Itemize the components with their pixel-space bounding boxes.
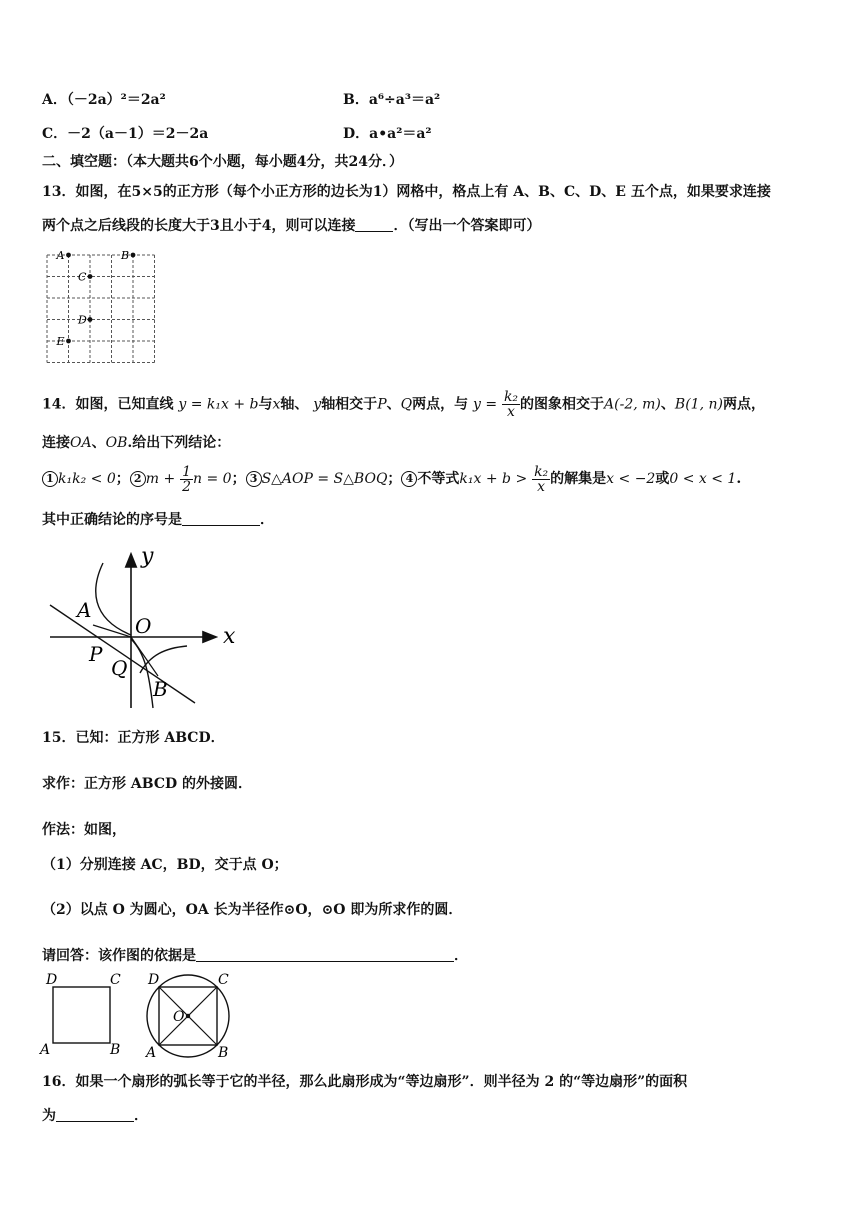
choice-d xyxy=(343,124,432,144)
choice-a-expr: （－2a）²＝2a² xyxy=(66,92,166,108)
q14-q-var: Q xyxy=(400,396,413,413)
q14-line4 xyxy=(42,510,274,530)
q14-text-1h: 、 xyxy=(660,396,675,413)
q14-fraction xyxy=(502,390,520,419)
q14-ob: OB xyxy=(105,435,128,451)
q15-line4: （1）分别连接 AC，BD，交于点 O； xyxy=(42,857,288,873)
q15-right-label-b: B xyxy=(218,1045,229,1061)
q15-right-label-o: O xyxy=(173,1009,185,1025)
q14-text-1i: 两点， xyxy=(722,396,765,413)
q15-line5 xyxy=(42,900,462,920)
q15-text-5c: O 即为所求作的圆． xyxy=(333,902,463,918)
q15-text-5a: （2）以点 O 为圆心，OA 长为半径作 xyxy=(42,902,284,918)
q13-grid-figure xyxy=(40,250,160,365)
q14-text-4b: ． xyxy=(260,512,274,528)
q14-text-4a: 其中正确结论的序号是 xyxy=(42,512,182,528)
circle-dot-icon: ⊙ xyxy=(321,902,334,918)
choice-b-label: B． xyxy=(343,92,369,108)
choice-b-expr: a⁶÷a³＝a² xyxy=(368,92,441,108)
grid-point-label-a: A xyxy=(56,250,65,262)
q15-left-label-a: A xyxy=(40,1042,51,1058)
q14-label-o: O xyxy=(135,614,152,638)
q14-c4-text-d: . xyxy=(736,471,742,487)
q13-answer-blank xyxy=(355,217,393,232)
q14-y-eq: y = xyxy=(472,396,498,413)
section-heading: 二、填空题：（本大题共6个小题，每小题4分，共24分．） xyxy=(42,154,403,170)
q14-c3-expr: S△AOP = S△BOQ xyxy=(261,471,388,487)
q15-square-left xyxy=(53,987,110,1043)
grid-point-label-d: D xyxy=(78,313,87,327)
q14-label-x: x xyxy=(223,624,236,649)
q14-c1-number: 1 xyxy=(42,471,58,487)
q14-c2-frac-num: 1 xyxy=(182,463,191,480)
q14-label-p: P xyxy=(89,642,103,666)
q14-c4-sol2: 0 < x < 1 xyxy=(669,471,737,487)
q14-line2 xyxy=(42,433,230,453)
q14-c4-sol1: x < −2 xyxy=(606,471,656,487)
q14-label-a: A xyxy=(77,598,92,622)
q14-text-1g: 的图象相交于 xyxy=(520,396,605,413)
q14-c2-number: 2 xyxy=(130,471,146,487)
q15-line1: 15．已知：正方形 ABCD． xyxy=(42,730,225,746)
q14-c4-frac-den: x xyxy=(537,478,546,495)
q15-text-6b: ． xyxy=(454,948,468,964)
q15-line3: 作法：如图， xyxy=(42,822,126,838)
q14-c4-text-c: 或 xyxy=(655,471,670,487)
q14-text-1d: 轴相交于 xyxy=(321,396,378,413)
q14-conclusions xyxy=(42,464,741,494)
grid-point-label-c: C xyxy=(78,270,87,284)
q14-c1-expr: k₁k₂ < 0 xyxy=(58,471,116,487)
q15-left-label-c: C xyxy=(110,972,121,988)
q14-text-2a: 连接 xyxy=(42,435,70,451)
grid-point-b xyxy=(131,253,136,258)
q14-label-y: y xyxy=(141,544,154,569)
q14-frac-den: x xyxy=(507,404,515,420)
q14-hyperbola-branch-lower xyxy=(131,639,153,708)
q14-c4-ineq: k₁x + b > xyxy=(459,471,528,487)
q15-line2: 求作：正方形 ABCD 的外接圆． xyxy=(42,776,252,792)
q14-text-2b: 、 xyxy=(91,435,106,451)
q15-text-5b: O， xyxy=(295,902,322,918)
q14-y-var: y xyxy=(313,396,322,413)
q14-c2-expr-b: n = 0 xyxy=(193,471,232,487)
q15-right-label-a: A xyxy=(146,1045,157,1061)
q15-right-label-c: C xyxy=(218,972,229,988)
q15-left-label-b: B xyxy=(110,1042,121,1058)
q14-text-1b: 与 xyxy=(258,396,273,413)
q14-text-1f: 两点，与 xyxy=(412,396,469,413)
q14-point-b: B(1, n) xyxy=(674,396,723,413)
grid-point-label-e: E xyxy=(56,335,65,348)
q14-eq-line: y = k₁x + b xyxy=(178,396,259,413)
q15-right-label-d: D xyxy=(148,972,160,988)
q15-answer-blank xyxy=(196,947,454,962)
q16-line2 xyxy=(42,1106,148,1126)
q14-sep1: ； xyxy=(115,471,130,487)
q14-c2-fraction xyxy=(180,465,193,494)
q15-line6 xyxy=(42,946,468,966)
q14-x-var: x xyxy=(272,396,281,413)
q14-c4-fraction xyxy=(532,465,550,494)
choice-c xyxy=(42,124,208,144)
q14-c2-expr-a: m + xyxy=(145,471,176,487)
q15-left-label-d: D xyxy=(46,972,58,988)
q14-c4-text-b: 的解集是 xyxy=(550,471,607,487)
choice-c-expr: －2（a－1）＝2－2a xyxy=(67,126,209,142)
q16-answer-blank xyxy=(56,1107,134,1122)
q14-c3-number: 3 xyxy=(246,471,262,487)
q14-p-var: P xyxy=(377,396,387,413)
q13-text-a: 两个点之后线段的长度大于3且小于4，则可以连接 xyxy=(42,218,356,234)
q14-hyperbola-branch-left xyxy=(96,563,131,635)
q13-points xyxy=(56,250,136,348)
grid-point-label-b: B xyxy=(121,250,130,262)
q14-label-b: B xyxy=(153,677,168,701)
choice-d-label: D． xyxy=(343,126,370,142)
circle-dot-icon: ⊙ xyxy=(283,902,296,918)
q15-figure xyxy=(38,968,248,1063)
grid-point-d xyxy=(88,317,93,322)
q14-text-1c: 轴、 xyxy=(280,396,309,413)
q14-c4-frac-num: k₂ xyxy=(534,463,549,480)
q13-line1: 13．如图，在5×5的正方形（每个小正方形的边长为1）网格中，格点上有 A、B、C、D、E 五个点，如果要求连接 xyxy=(42,184,771,200)
q14-line1 xyxy=(42,390,765,419)
q13-text-b: ．（写出一个答案即可） xyxy=(393,218,541,234)
q14-sep2: ； xyxy=(231,471,246,487)
grid-point-a xyxy=(66,253,71,258)
q13-line2 xyxy=(42,216,540,236)
choice-c-label: C． xyxy=(42,126,68,142)
q15-text-6a: 请回答：该作图的依据是 xyxy=(42,948,196,964)
grid-point-c xyxy=(88,274,93,279)
q14-sep3: ； xyxy=(387,471,402,487)
choice-b xyxy=(343,90,440,110)
q14-oa: OA xyxy=(70,435,92,451)
q14-c4-number: 4 xyxy=(401,471,417,487)
choice-d-expr: a•a²＝a² xyxy=(369,126,432,142)
q14-text-2c: .给出下列结论： xyxy=(127,435,231,451)
q14-segment-oa xyxy=(93,625,131,637)
q14-frac-num: k₂ xyxy=(503,389,519,405)
q14-graph-figure xyxy=(45,543,245,713)
q14-c2-frac-den: 2 xyxy=(182,478,191,495)
q16-line1: 16．如果一个扇形的弧长等于它的半径，那么此扇形成为“等边扇形”．则半径为 2 的“等边扇形”的面积 xyxy=(42,1074,688,1090)
q14-line-ab xyxy=(50,605,195,703)
q14-point-a: A(-2, m) xyxy=(604,396,661,413)
choice-a xyxy=(42,90,166,110)
q14-answer-blank xyxy=(182,511,260,526)
q14-label-q: Q xyxy=(111,656,128,680)
q14-text-1a: 14．如图，已知直线 xyxy=(42,396,174,413)
grid-point-e xyxy=(66,339,71,344)
q14-c4-text-a: 不等式 xyxy=(417,471,460,487)
q16-text-2b: ． xyxy=(134,1108,148,1124)
choice-a-label: A． xyxy=(42,92,67,108)
q14-text-1e: 、 xyxy=(386,396,401,413)
q15-center-point xyxy=(186,1014,190,1018)
q16-text-2a: 为 xyxy=(42,1108,56,1124)
